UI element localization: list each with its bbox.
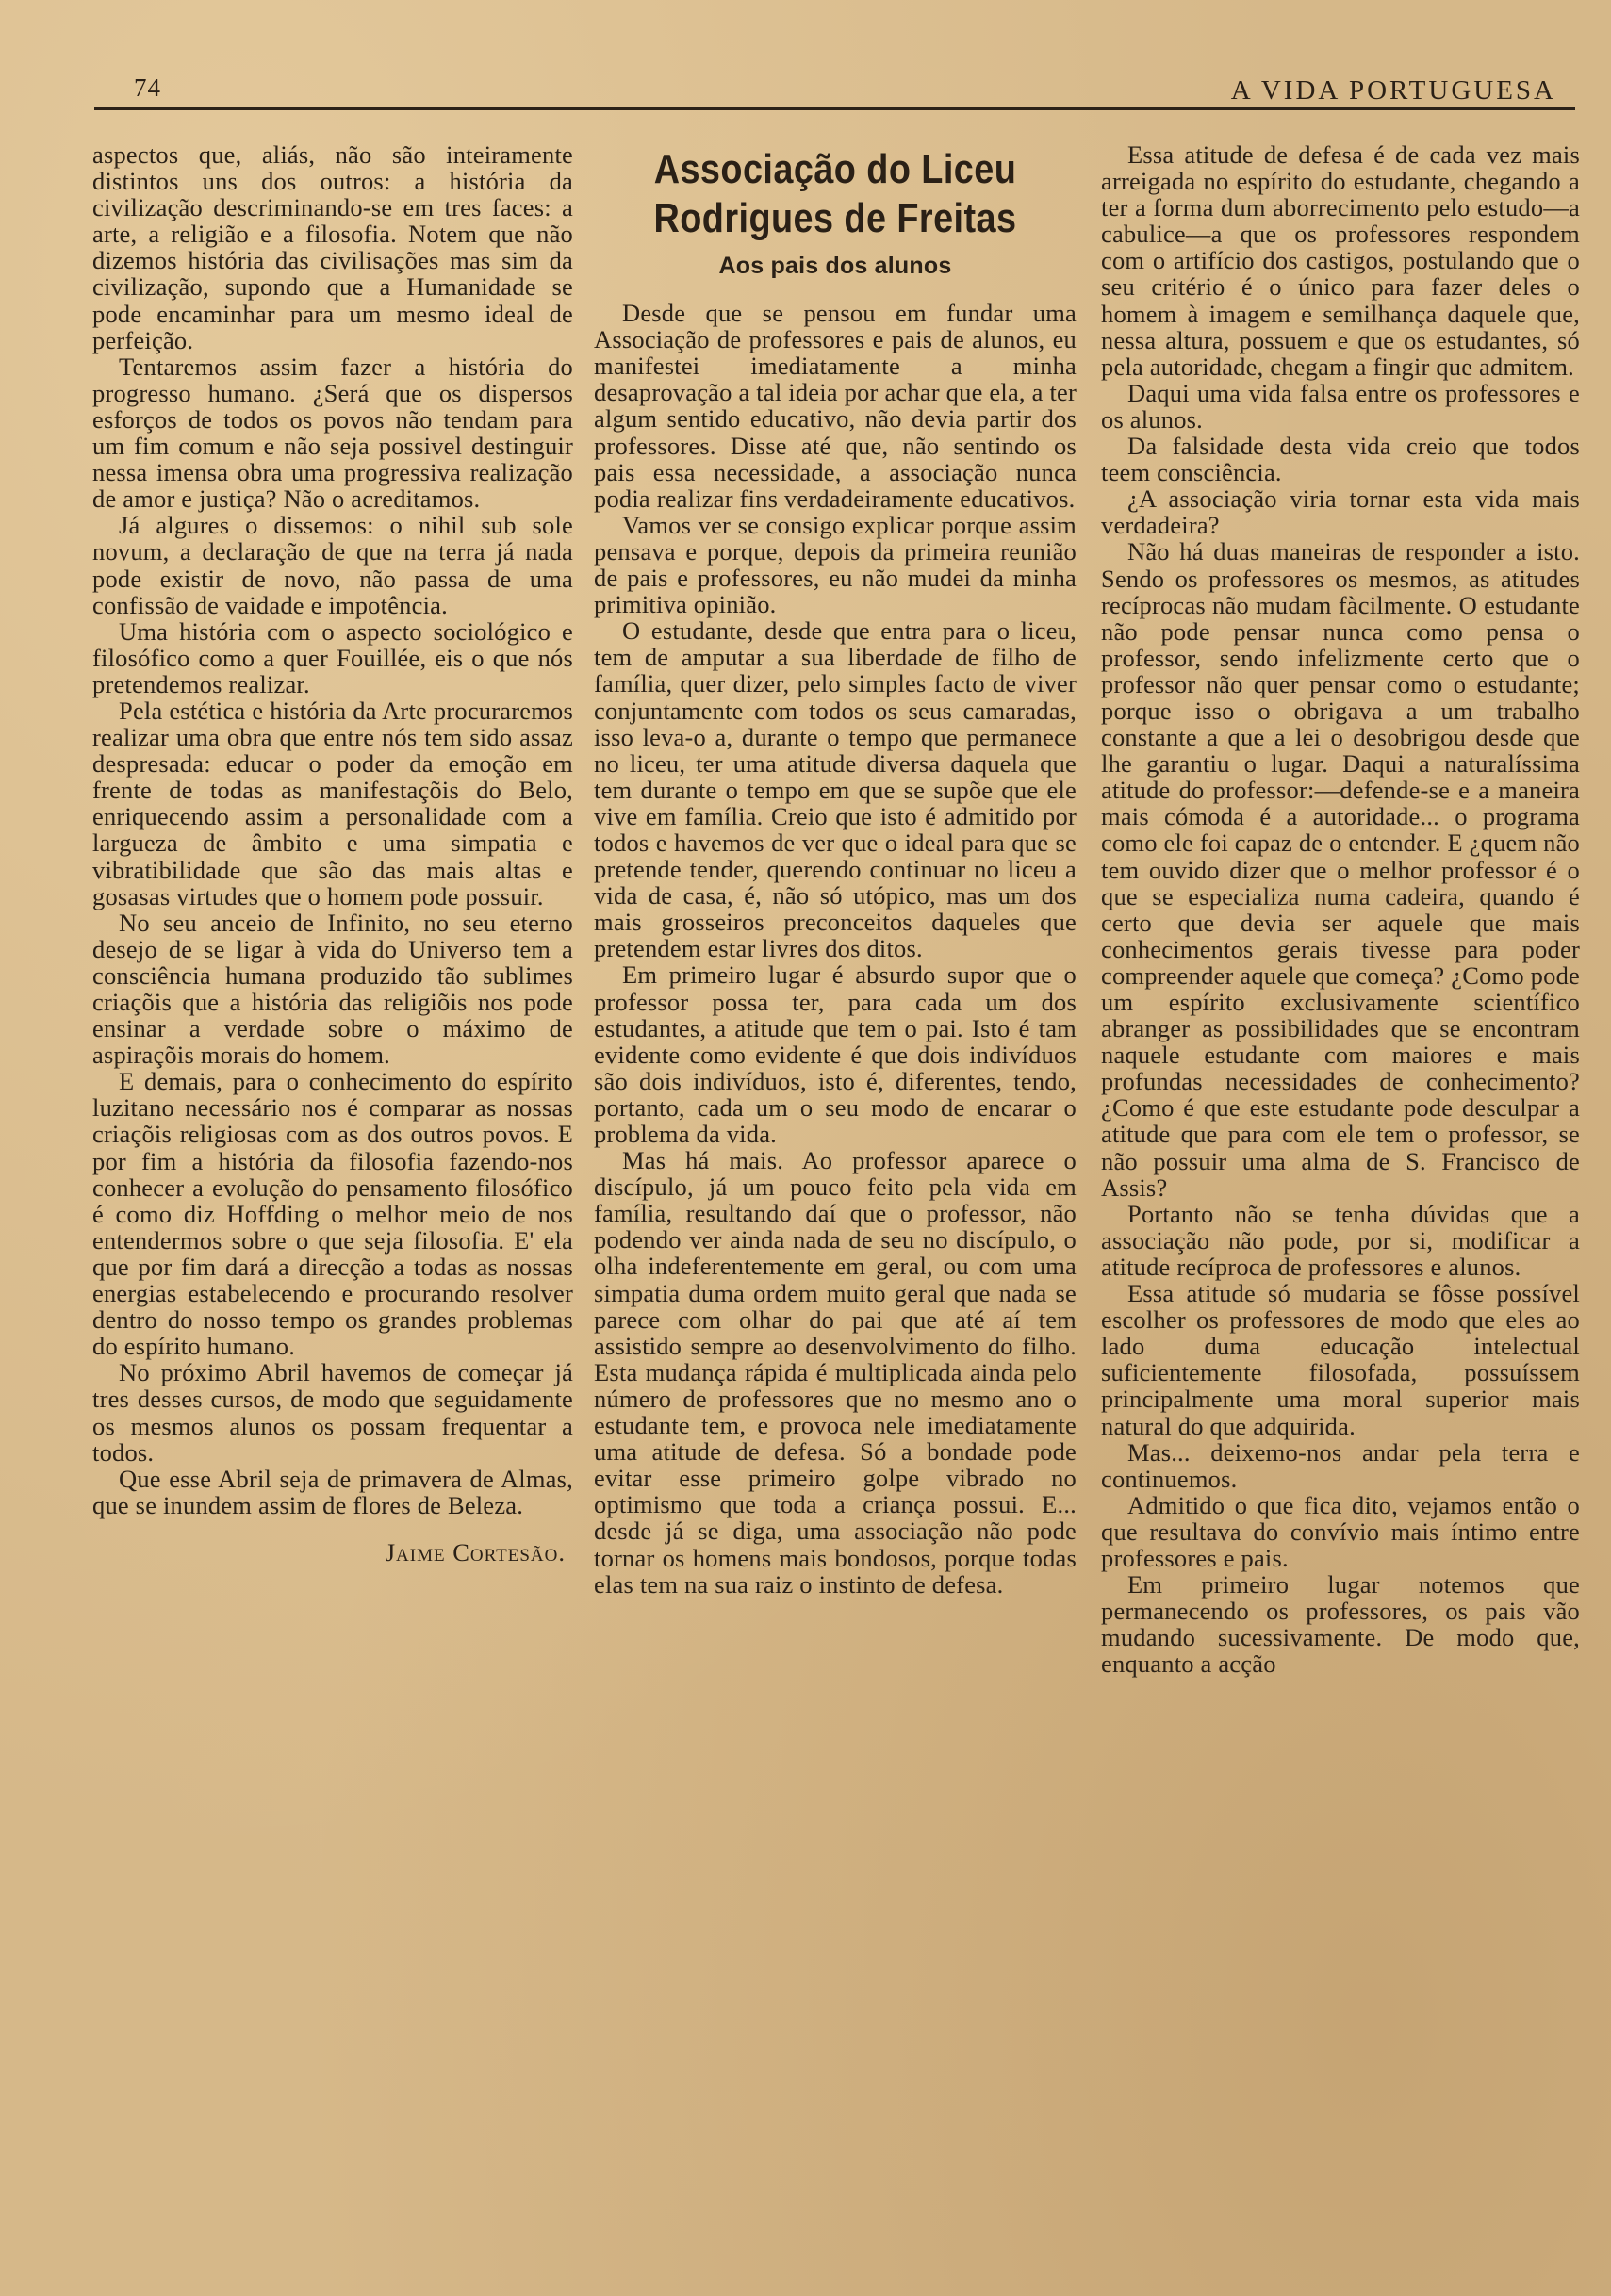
paragraph: Essa atitude de defesa é de cada vez mais arreigada no espírito do estudante, chegando a ter a forma dum aborrecimento pelo estudo—a cabulice—a que os professores respondem com o artifício dos castigos, postulando que o seu critério é o único para fazer deles o homem à imagem e semilhança daquele que, nessa altura, possuem e que os estudantes, só pela autoridade, chegam a fingir que admitem. <box>1101 141 1580 381</box>
paragraph: Uma história com o aspecto sociológico e filosófico como a quer Fouillée, eis o que nós pretendemos realizar. <box>92 616 573 698</box>
article-title: Associação do Liceu Rodrigues de Freitas <box>653 146 1017 241</box>
paragraph: Tentaremos assim fazer a história do progresso humano. ¿Será que os dispersos esforços de todos os povos não tendam para um fim comum e não seja possivel destinguir nessa imensa obra uma progressiva realização de amor e justiça? Não o acreditamos. <box>92 352 573 514</box>
paragraph: Daqui uma vida falsa entre os professores e os alunos. <box>1101 378 1580 434</box>
left-column <box>92 141 573 2168</box>
paragraph: O estudante, desde que entra para o liceu, tem de amputar a sua liberdade de filho de família, quer dizer, pelo simples facto de viver conjuntamente com todos os seus camaradas, isso leva-o a, durante o tempo que permanece no liceu, ter uma atitude diversa daquela que tem durante o tempo em que se supõe que ele vive em família. Creio que isto é admitido por todos e havemos de ver que o ideal para que se pretende tender, querendo continuar no liceu a vida de casa, é, não só utópico, mas um dos mais grosseiros preconceitos daqueles que pretendem estar livres dos ditos. <box>594 616 1077 963</box>
paragraph: Que esse Abril seja de primavera de Almas, que se inundem assim de flores de Beleza. <box>92 1464 573 1519</box>
paragraph: Não há duas maneiras de responder a isto. Sendo os professores os mesmos, as atitudes recíprocas não mudam fàcilmente. O estudante não pode pensar nunca como pensa o professor, sendo infelizmente certo que o professor não quer pensar como o estudante; porque isso o obrigava a um trabalho constante a que a lei o desobrigou desde que lhe garantiu o lugar. Daqui a naturalíssima atitude do professor:—defende-se e a maneira mais cómoda é a autoridade... o programa como ele foi capaz de o entender. E ¿quem não tem ouvido dizer que o melhor professor é o que se especializa numa cadeira, quando é certo que devia ser aquele que mais conhecimentos gerais tivesse para poder compreender aquele que começa? ¿Como pode um espírito exclusivamente scientífico abranger as possibilidades que se encontram naquele estudante com maiores e mais profundas necessidades de conhecimento? ¿Como é que este estudante pode desculpar a atitude que para com ele tem o professor, se não possuir uma alma de S. Francisco de Assis? <box>1101 537 1580 1202</box>
running-title: A VIDA PORTUGUESA <box>1230 75 1556 106</box>
paragraph: Portanto não se tenha dúvidas que a associação não pode, por si, modificar a atitude recíproca de professores e alunos. <box>1101 1199 1580 1281</box>
header-rule <box>94 107 1575 110</box>
paragraph: E demais, para o conhecimento do espírito luzitano necessário nos é comparar as nossas criaçõis religiosas com as dos outros povos. E por fim a história da filosofia fazendo-nos conhecer a evolução do pensamento filosófico é como diz Hoffding o melhor meio de nos entendermos sobre o que seja filosofia. E' ela que por fim dará a direcção a todas as nossas energias estabelecendo e procurando resolver dentro do nosso tempo os grandes problemas do espírito humano. <box>92 1067 573 1361</box>
paragraph: Em primeiro lugar é absurdo supor que o professor possa ter, para cada um dos estudantes, a atitude que tem o pai. Isto é tam evidente como evidente é que dois indivíduos são dois indivíduos, isto é, diferentes, tendo, portanto, cada um o seu modo de encarar o problema da vida. <box>594 960 1077 1148</box>
paragraph: Essa atitude só mudaria se fôsse possível escolher os professores de modo que eles ao lado duma educação intelectual suficientemente filosofada, possuíssem principalmente uma moral superior mais natural do que adquirida. <box>1101 1279 1580 1440</box>
paragraph: Admitido o que fica dito, vejamos então o que resultava do convívio mais íntimo entre professores e pais. <box>1101 1490 1580 1572</box>
paragraph: Desde que se pensou em fundar uma Associação de professores e pais de alunos, eu manifestei imediatamente a minha desaprovação a tal ideia por achar que ela, a ter algum sentido educativo, não devia partir dos professores. Disse até que, não sentindo os pais essa necessidade, a associação nunca podia realizar fins verdadeiramente educativos. <box>594 299 1077 513</box>
right-column <box>1101 141 1580 2168</box>
paragraph: No próximo Abril havemos de começar já tres desses cursos, de modo que seguidamente os mesmos alunos os possam frequentar a todos. <box>92 1358 573 1467</box>
paragraph: aspectos que, aliás, não são inteiramente distintos uns dos outros: a história da civilização descriminando-se em tres faces: a arte, a religião e a filosofia. Notem que não dizemos história das civilisações mas sim da civilização, supondo que a Humanidade se pode encaminhar para um mesmo ideal de perfeição. <box>92 141 573 354</box>
author-signature: Jaime Cortesão. <box>385 1537 566 1566</box>
paragraph: Pela estética e história da Arte procuraremos realizar uma obra que entre nós tem sido assaz despresada: educar o poder da emoção em frente de todas as manifestaçõis do Belo, enriquecendo assim a personalidade com a largueza de âmbito e uma simpatia e vibratibilidade que são das mais altas e gosasas virtudes que o homem pode possuir. <box>92 696 573 910</box>
middle-column <box>594 141 1077 2168</box>
paragraph: Mas há mais. Ao professor aparece o discípulo, já um pouco feito pela vida em família, resultando daí que o professor, não podendo ver ainda nada de seu no discípulo, o olha indeferentemente em geral, ou com uma simpatia duma ordem muito geral que nada se parece com olhar do pai que até aí tem assistido sempre ao desenvolvimento do filho. Esta mudança rápida é multiplicada ainda pelo número de professores que no mesmo ano o estudante tem, e provoca nele imediatamente uma atitude de defesa. Só a bondade pode evitar esse primeiro golpe vibrado no optimismo que toda a criança possui. E... desde já se diga, uma associação não pode tornar os homens mais bondosos, porque todas elas tem na sua raiz o instinto de defesa. <box>594 1146 1077 1599</box>
paragraph: Em primeiro lugar notemos que permanecendo os professores, os pais vão mudando sucessivamente. De modo que, enquanto a acção <box>1101 1570 1580 1679</box>
paragraph: Vamos ver se consigo explicar porque assim pensava e porque, depois da primeira reunião de pais e professores, eu não mudei da minha primitiva opinião. <box>594 510 1077 619</box>
paragraph: Mas... deixemo-nos andar pela terra e continuemos. <box>1101 1437 1580 1493</box>
article-subtitle: Aos pais dos alunos <box>718 253 952 279</box>
paragraph: No seu anceio de Infinito, no seu eterno desejo de se ligar à vida do Universo tem a consciência humana produzido tão sublimes criaçõis que a história das religiõis nos pode ensinar a verdade sobre o máximo de aspiraçõis morais do homem. <box>92 908 573 1070</box>
paragraph: Da falsidade desta vida creio que todos teem consciência. <box>1101 432 1580 487</box>
paragraph: Já algures o dissemos: o nihil sub sole novum, a declaração de que na terra já nada pode existir de novo, não passa de uma confissão de vaidade e impotência. <box>92 511 573 619</box>
paragraph: ¿A associação viria tornar esta vida mais verdadeira? <box>1101 484 1580 540</box>
page-number: 74 <box>134 74 161 102</box>
